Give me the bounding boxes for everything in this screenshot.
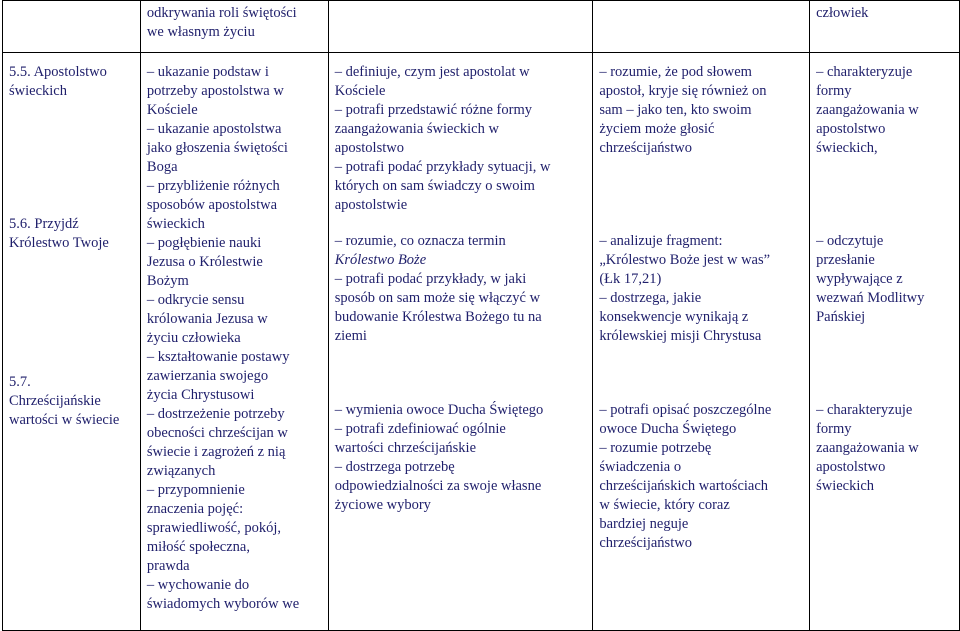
content-line: – ukazanie apostolstwa [146,121,282,137]
skills-line: formy [816,83,852,99]
content-line: miłość społeczna, [146,539,250,555]
content-line: Kościele [146,102,198,118]
content-line: – odkrycie sensu [146,292,245,308]
basic-line: – rozumie, co oznacza termin [334,233,506,249]
content-line: potrzeby apostolstwa w [146,83,284,99]
content-line: życiu człowieka [146,330,241,346]
extended-requirements-column [593,53,810,631]
content-line: – przypomnienie [146,482,245,498]
content-line: zawierzania swojego [146,368,269,384]
content-line: Jezusa o Królestwie [146,254,263,270]
topic-title: 5.6. Przyjdź [9,216,79,232]
basic-line: odpowiedzialności za swoje własne [334,478,542,494]
content-line: świadomych wyborów we [146,596,300,612]
extended-line: „Królestwo Boże jest w was” [599,252,771,268]
topic-title: Królestwo Twoje [9,235,109,251]
content-column [140,53,328,631]
content-line: obecności chrześcijan w [146,425,288,441]
topic-title: Chrześcijańskie [9,393,101,409]
basic-line: Kościele [334,83,386,99]
extended-line: chrześcijańskich wartościach [599,478,769,494]
basic-line: – potrafi przedstawić różne formy [334,102,532,118]
basic-line: wartości chrześcijańskie [334,440,477,456]
skills-line: – odczytuje [816,233,884,249]
content-line: – dostrzeżenie potrzeby [146,406,285,422]
extended-line: – analizuje fragment: [599,233,723,249]
basic-line: życiowe wybory [334,497,431,513]
extended-line: życiem może głosić [599,121,715,137]
basic-line: zaangażowania świeckich w [334,121,499,137]
skills-line: – charakteryzuje [816,402,913,418]
basic-line: ziemi [334,328,367,344]
extended-line: (Łk 17,21) [599,271,662,287]
topic-title: 5.7. [9,374,31,390]
content-line: świecie i zagrożeń z nią [146,444,286,460]
skills-line: świeckich [816,478,875,494]
extended-line: chrześcijaństwo [599,535,692,551]
extended-line: – rozumie potrzebę [599,440,712,456]
basic-line: – potrafi zdefiniować ogólnie [334,421,506,437]
extended-line: sam – jako ten, kto swoim [599,102,752,118]
basic-line: – dostrzega potrzebę [334,459,455,475]
content-line: sprawiedliwość, pokój, [146,520,282,536]
skills-line: – charakteryzuje [816,64,913,80]
cell-text: we własnym życiu [146,24,255,40]
content-line: sposobów apostolstwa [146,197,278,213]
topic-title: świeckich [9,83,67,99]
basic-line: których on sam świadczy o swoim [334,178,535,194]
skills-line: zaangażowania w [816,102,919,118]
skills-line: wezwań Modlitwy [816,290,925,306]
content-line: świeckich [146,216,205,232]
basic-line: – potrafi podać przykłady, w jaki [334,271,527,287]
extended-line: świadczenia o [599,459,682,475]
basic-line: – definiuje, czym jest apostolat w [334,64,530,80]
basic-line: apostolstwie [334,197,408,213]
table-row [3,1,960,53]
table-cell [328,1,593,53]
skills-line: zaangażowania w [816,440,919,456]
content-line: życia Chrystusowi [146,387,255,403]
skills-line: apostolstwo [816,459,886,475]
extended-line: konsekwencje wynikają z [599,309,749,325]
cell-text: człowiek [816,5,869,21]
extended-line: w świecie, który coraz [599,497,730,513]
extended-line: bardziej neguje [599,516,689,532]
content-line: prawda [146,558,190,574]
basic-line: – wymienia owoce Ducha Świętego [334,402,544,418]
skills-line: przesłanie [816,252,875,268]
skills-line: wypływające z [816,271,903,287]
basic-line: – potrafi podać przykłady sytuacji, w [334,159,551,175]
table-cell [593,1,810,53]
topic-title: 5.5. Apostolstwo [9,64,107,80]
content-line: znaczenia pojęć: [146,501,244,517]
content-line: – pogłębienie nauki [146,235,262,251]
extended-line: królewskiej misji Chrystusa [599,328,762,344]
content-line: – przybliżenie różnych [146,178,280,194]
skills-line: Pańskiej [816,309,866,325]
content-line: – ukazanie podstaw i [146,64,269,80]
skills-column [810,53,960,631]
topic-title: wartości w świecie [9,412,120,428]
basic-term-italic: Królestwo Boże [334,252,427,268]
table-row [3,53,960,631]
extended-line: – rozumie, że pod słowem [599,64,752,80]
content-line: Boga [146,159,178,175]
content-line: jako głoszenia świętości [146,140,288,156]
content-line: królowania Jezusa w [146,311,268,327]
basic-line: budowanie Królestwa Bożego tu na [334,309,542,325]
skills-line: świeckich, [816,140,878,156]
content-line: Bożym [146,273,189,289]
extended-line: chrześcijaństwo [599,140,692,156]
content-line: związanych [146,463,216,479]
table-cell [810,1,960,53]
extended-line: owoce Ducha Świętego [599,421,737,437]
table-cell [140,1,328,53]
skills-line: formy [816,421,852,437]
basic-line: apostolstwo [334,140,404,156]
curriculum-table [2,0,960,631]
basic-line: sposób on sam może się włączyć w [334,290,541,306]
cell-text: odkrywania roli świętości [146,5,297,21]
content-line: – kształtowanie postawy [146,349,290,365]
extended-line: – potrafi opisać poszczególne [599,402,772,418]
basic-requirements-column [328,53,593,631]
topics-column [3,53,141,631]
extended-line: apostoł, kryje się również on [599,83,767,99]
content-line: – wychowanie do [146,577,250,593]
extended-line: – dostrzega, jakie [599,290,702,306]
skills-line: apostolstwo [816,121,886,137]
table-cell [3,1,141,53]
